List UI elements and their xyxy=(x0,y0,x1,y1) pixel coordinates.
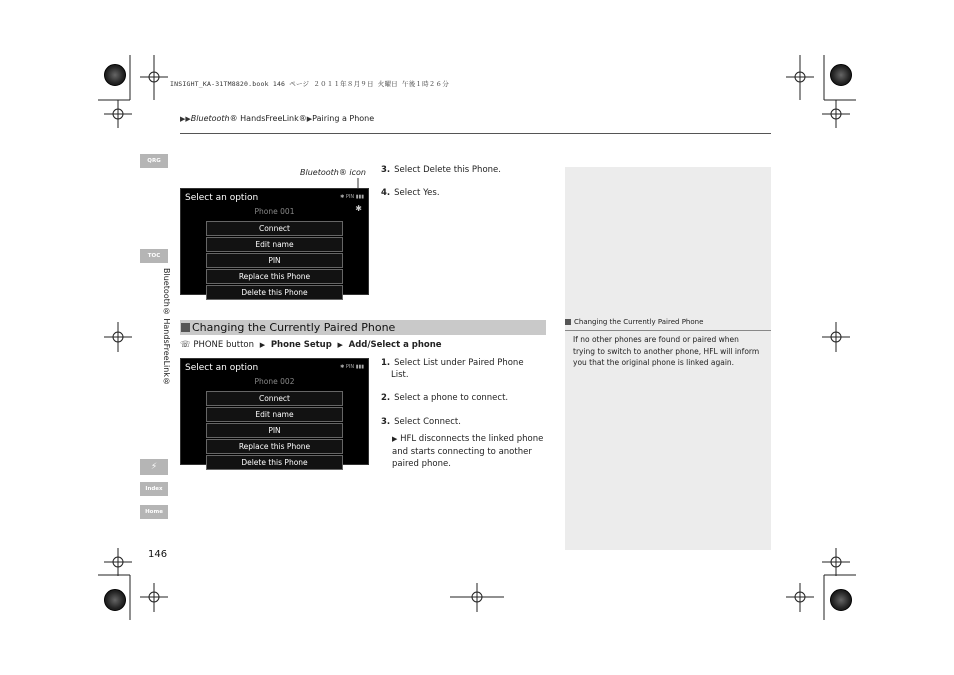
section-heading xyxy=(180,320,546,335)
result-arrow-icon: ▶ xyxy=(392,435,398,443)
path-arrow-icon: ▶ xyxy=(259,341,266,349)
step-bottom-3-result: ▶ HFL disconnects the linked phone and starts connecting to another paired phone. xyxy=(392,434,544,469)
option-menu xyxy=(206,391,343,471)
note-rule xyxy=(565,330,771,331)
breadcrumb xyxy=(180,114,374,123)
bluetooth-icon-callout: Bluetooth® icon xyxy=(300,168,366,177)
breadcrumb-hfl[interactable]: ® HandsFreeLink® xyxy=(229,114,307,123)
nav-screen-1 xyxy=(180,188,369,295)
breadcrumb-arrow-icon: ▶ xyxy=(306,115,313,123)
header-rule xyxy=(180,133,771,134)
option-edit-name[interactable]: Edit name xyxy=(206,407,343,422)
print-info: INSIGHT_KA-31TM8820.book 146 ページ ２０１１年８月９日 火曜日 午後１時２６分 xyxy=(170,80,449,88)
note-square-icon xyxy=(565,319,571,325)
option-pin[interactable]: PIN xyxy=(206,423,343,438)
path-phone-button: PHONE button xyxy=(193,340,255,350)
option-replace[interactable]: Replace this Phone xyxy=(206,269,343,284)
section-title: Changing the Currently Paired Phone xyxy=(192,321,396,334)
option-pin[interactable]: PIN xyxy=(206,253,343,268)
step-bottom-1: 1. Select List under Paired Phone List. xyxy=(381,358,524,380)
delete-phone-label: Delete this Phone xyxy=(423,165,499,175)
status-indicators: ✱ PIN ▮▮▮ xyxy=(340,364,364,370)
tab-qrg[interactable]: QRG xyxy=(140,154,168,168)
step-bottom-2: 2. Select a phone to connect. xyxy=(381,393,509,403)
status-indicators: ✱ PIN ▮▮▮ xyxy=(340,194,364,200)
path-phone-setup: Phone Setup xyxy=(270,340,332,350)
option-connect[interactable]: Connect xyxy=(206,391,343,406)
option-edit-name[interactable]: Edit name xyxy=(206,237,343,252)
note-title: Changing the Currently Paired Phone xyxy=(565,318,703,326)
tab-index[interactable]: Index xyxy=(140,482,168,496)
phone-icon: ☏ xyxy=(180,340,191,350)
path-arrow-icon: ▶ xyxy=(337,341,343,349)
section-side-label: Bluetooth® HandsFreeLink® xyxy=(162,268,171,386)
breadcrumb-current: Pairing a Phone xyxy=(312,114,375,123)
step-top-3: 3. Select Delete this Phone. xyxy=(381,165,501,175)
option-menu xyxy=(206,221,343,301)
breadcrumb-bluetooth: Bluetooth xyxy=(190,114,230,123)
option-replace[interactable]: Replace this Phone xyxy=(206,439,343,454)
option-connect[interactable]: Connect xyxy=(206,221,343,236)
screen-title: Select an option xyxy=(185,363,259,373)
path-add-select: Add/Select a phone xyxy=(348,340,442,350)
note-body: If no other phones are found or paired when trying to switch to another phone, HFL will inform you that the original phone is linked again. xyxy=(573,335,760,367)
yes-label: Yes xyxy=(423,188,437,198)
step-bottom-3: 3. Select Connect. xyxy=(381,417,461,427)
connect-label: Connect xyxy=(423,417,459,427)
step-top-4: 4. Select Yes. xyxy=(381,188,440,198)
option-delete[interactable]: Delete this Phone xyxy=(206,285,343,300)
nav-screen-2 xyxy=(180,358,369,465)
phone-name: Phone 001 xyxy=(254,207,295,216)
bluetooth-icon: ✱ xyxy=(355,204,362,213)
section-square-icon xyxy=(181,323,190,332)
breadcrumb-arrow-icon: ▶▶ xyxy=(180,115,191,123)
option-delete[interactable]: Delete this Phone xyxy=(206,455,343,470)
page-number: 146 xyxy=(148,549,168,560)
tab-toc[interactable]: TOC xyxy=(140,249,168,263)
tab-home[interactable]: Home xyxy=(140,505,168,519)
phone-name: Phone 002 xyxy=(254,377,295,386)
screen-title: Select an option xyxy=(185,193,259,203)
voice-icon[interactable]: ⚡ xyxy=(140,459,168,475)
menu-path xyxy=(180,340,442,350)
